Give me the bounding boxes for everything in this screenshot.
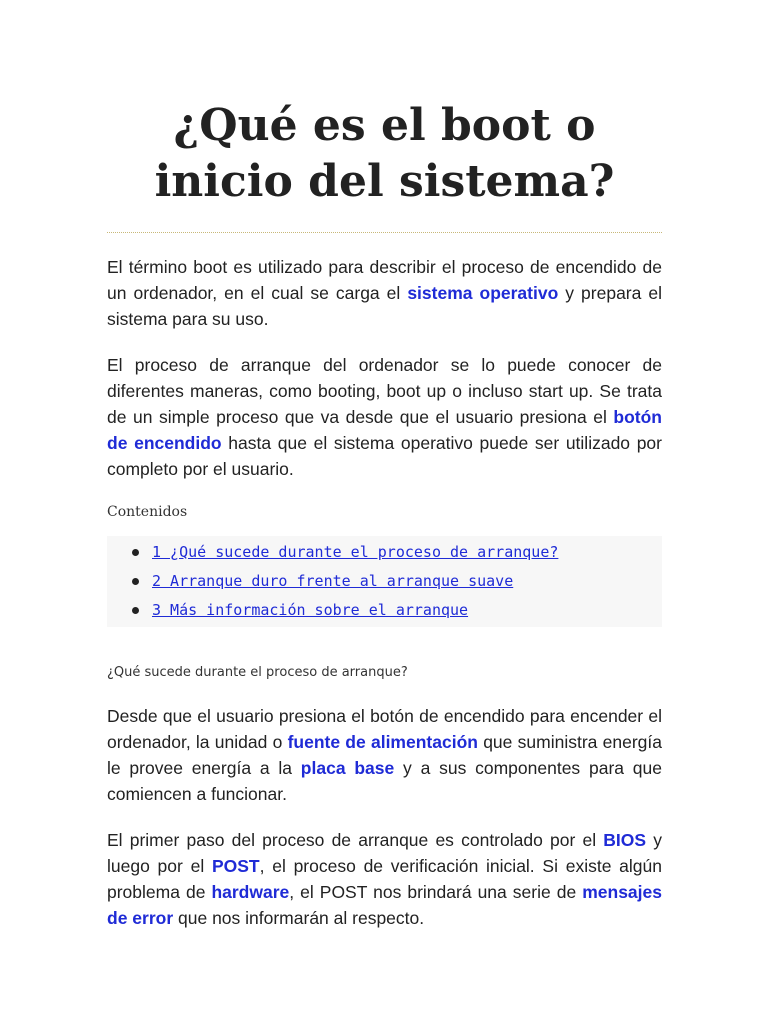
bullet-icon <box>132 549 139 556</box>
bullet-icon <box>132 607 139 614</box>
bios-link[interactable]: BIOS <box>603 830 647 850</box>
para3-text-2: que suministra energía le provee energía a la <box>107 732 662 778</box>
power-on-paragraph <box>107 703 662 807</box>
para4-text-4: , el POST nos brindará una serie de <box>289 882 583 902</box>
para2-text-2: hasta que el sistema operativo puede ser utilizado por completo por el usuario. <box>107 433 662 479</box>
table-of-contents <box>107 536 662 627</box>
toc-item <box>152 567 662 596</box>
article <box>107 0 662 931</box>
fuente-de-alimentacion-link[interactable]: fuente de alimentación <box>287 732 478 752</box>
toc-link-1[interactable]: 1 ¿Qué sucede durante el proceso de arranque? <box>152 543 559 561</box>
para4-text-1: El primer paso del proceso de arranque es controlado por el <box>107 830 604 850</box>
bullet-icon <box>132 578 139 585</box>
para4-text-2: y luego por el <box>107 830 662 876</box>
title-divider <box>107 232 662 233</box>
toc-item <box>152 538 662 567</box>
para2-text-1: El proceso de arranque del ordenador se lo puede conocer de diferentes maneras, como booting, boot up o incluso start up. Se trata de un simple proceso que va desde que el usuario presiona el <box>107 355 662 427</box>
intro-text-1: El término boot es utilizado para describir el proceso de encendido de un ordenador, en el cual se carga el <box>107 257 662 303</box>
toc-label: Contenidos <box>107 504 188 520</box>
boton-de-encendido-link[interactable]: botón de encendido <box>107 407 662 453</box>
intro-text-2: y prepara el sistema para su uso. <box>107 283 663 329</box>
section-heading: ¿Qué sucede durante el proceso de arranque? <box>107 665 408 680</box>
para4-text-3: , el proceso de verificación inicial. Si existe algún problema de <box>107 856 662 902</box>
toc-link-2[interactable]: 2 Arranque duro frente al arranque suave <box>152 572 514 590</box>
toc-item <box>152 596 662 625</box>
toc-link-3[interactable]: 3 Más información sobre el arranque <box>152 601 469 619</box>
para3-text-3: y a sus componentes para que comiencen a funcionar. <box>107 758 662 804</box>
post-link[interactable]: POST <box>211 856 260 876</box>
para4-text-5: que nos informarán al respecto. <box>173 908 425 928</box>
para3-text-1: Desde que el usuario presiona el botón de encendido para encender el ordenador, la unidad o <box>107 706 662 752</box>
intro-paragraph <box>107 254 662 332</box>
placa-base-link[interactable]: placa base <box>300 758 395 778</box>
bios-post-paragraph <box>107 827 662 931</box>
mensajes-de-error-link[interactable]: mensajes de error <box>107 882 662 928</box>
hardware-link[interactable]: hardware <box>211 882 290 902</box>
sistema-operativo-link[interactable]: sistema operativo <box>407 283 559 303</box>
page-title: ¿Qué es el boot o inicio del sistema? <box>154 100 615 207</box>
boot-names-paragraph <box>107 352 662 482</box>
